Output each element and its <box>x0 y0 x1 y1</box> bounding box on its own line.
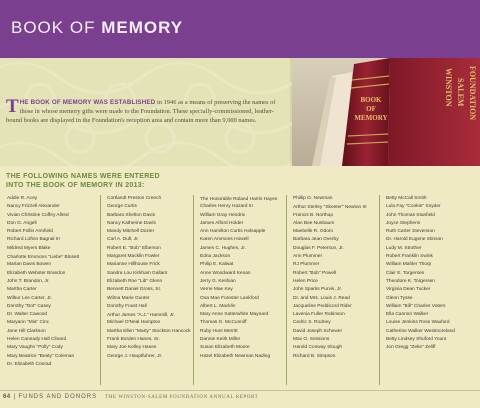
list-item: Maebelle R. Odom <box>293 229 333 235</box>
list-item: Dorothy "Dot" Casey <box>7 303 51 309</box>
list-item: Verne Mae Key <box>200 287 233 293</box>
list-item: Thomas G. McCunniff <box>200 320 247 326</box>
list-item: Robert Franklin Swink <box>386 254 433 260</box>
list-item: Susan Elizabeth Moore <box>200 345 250 351</box>
list-item: Nancy Frizzell Alexander <box>7 204 60 210</box>
names-column <box>100 195 193 385</box>
list-item: Catherine Walker Westmoreland <box>386 328 456 334</box>
book-cover <box>388 58 480 166</box>
list-item: Dorothy Foust Hall <box>107 303 147 309</box>
list-item: Barbara Shelton Davis <box>107 212 155 218</box>
footer-separator: | <box>13 394 16 400</box>
list-item: Dr. Walter Cawood <box>7 312 48 318</box>
list-item: Richard B. Simpson <box>293 353 336 359</box>
list-item: Marianne Hillhouse Frick <box>107 262 160 268</box>
list-item: Helen Cannady Hall Clinard <box>7 337 67 343</box>
list-item: Lavenia Fuller Robinson <box>293 312 345 318</box>
title-word-2: MEMORY <box>101 18 184 37</box>
list-item: Jon Gregg "Zeke" Zeliff <box>386 345 436 351</box>
list-item: Cortlandt Preston Creech <box>107 196 162 201</box>
list-item: Mary Beatrice "Beaty" Coleman <box>7 353 75 359</box>
list-item: Martha Carter <box>7 287 37 293</box>
list-item: Addie R. Acey <box>7 196 38 201</box>
spine-line-2: OF <box>366 105 376 113</box>
intro-paragraph <box>6 98 286 126</box>
list-item: Maryann "Mia" Cinc <box>7 320 50 326</box>
side-text-1: WINSTON <box>444 68 453 107</box>
spine-line-3: MEMORY <box>354 114 388 122</box>
intro-lead: HE BOOK OF MEMORY WAS ESTABLISHED <box>19 99 156 106</box>
list-item: David Joseph Schewer <box>293 328 343 334</box>
list-item: Ruby Hunt Merritt <box>200 328 238 334</box>
list-item: Robert Follin Armfield <box>7 229 53 235</box>
list-item: Mary Vaughn "Polly" Cody <box>7 345 63 351</box>
list-item: Wilma Marie Gunter <box>107 295 150 301</box>
list-item: Joyce Stephens <box>386 220 421 226</box>
intro-body: in 1946 as a means of preserving the names of those in whose memory gifts were made to the Foundation. These specially-commissioned, leather-bound books are displayed in the Foundation's reception area and contain more than 9,000 names. <box>6 99 276 125</box>
list-item: Elizabeth Roe "Lib" Glenn <box>107 278 163 284</box>
list-item: Wilbur Lee Carter, Jr. <box>7 295 53 301</box>
list-item: Charles Henry Hazard III <box>200 204 253 210</box>
list-item: William "Bill" Charles Voters <box>386 303 446 309</box>
list-item: Dannie Keith Miller <box>200 337 241 343</box>
list-item: Marian Davis Bowen <box>7 262 51 268</box>
list-item: Max O. Sessions <box>293 337 330 343</box>
footer-report: THE WINSTON-SALEM FOUNDATION ANNUAL REPORT <box>105 395 259 400</box>
list-item: Harold Conway Slough <box>293 345 343 351</box>
intro-dropcap: T <box>6 96 19 117</box>
list-item: James Alford Holder <box>200 220 244 226</box>
list-item: Arthur Sterley "Skeeter" Newton III <box>293 204 367 210</box>
page-number: 64 <box>3 394 11 400</box>
list-item: Philip E. Kalwat <box>200 262 234 268</box>
list-item: Robert "Bob" Powell <box>293 270 337 276</box>
list-item: Dr. Elizabeth Conrad <box>7 361 52 367</box>
side-text-3: FOUNDATION <box>468 66 477 121</box>
list-item: Jerry G. Keshian <box>200 278 236 284</box>
list-item: Helen Price <box>293 278 318 284</box>
list-item: Mandy Mitchell Dozier <box>107 229 155 235</box>
names-columns <box>7 195 473 385</box>
list-item: Louise Jenkins Rose Wauford <box>386 320 450 326</box>
list-item: Don G. Angell <box>7 220 37 226</box>
page-header <box>0 0 480 58</box>
list-item: Anne Woodward Kenan <box>200 270 251 276</box>
list-item: Karen Ammons Howell <box>200 237 249 243</box>
list-item: Elizabeth Webster Brandon <box>7 270 66 276</box>
list-item: Mildred Myers Blake <box>7 245 51 251</box>
list-item: John Sparks Purvis, Jr. <box>293 287 343 293</box>
list-item: Ludy M. Strother <box>386 245 422 251</box>
list-item: RJ Plummer <box>293 262 320 268</box>
names-heading <box>6 172 160 190</box>
list-item: Frank Borden Hanes, Sr. <box>107 337 160 343</box>
list-item: Ella Cannon Walker <box>386 312 429 318</box>
list-item: Edna Jackson <box>200 254 231 260</box>
list-item: Betty Lindsey Shuford Yount <box>386 337 447 343</box>
list-item: Sandra Lou Kirkham Gallant <box>107 270 168 276</box>
list-item: Michael O'Neal Hampton <box>107 320 161 326</box>
list-item: Glenn Tysse <box>386 295 413 301</box>
book-photo <box>292 58 480 166</box>
list-item: Robert E. "Bob" Elberson <box>107 245 161 251</box>
list-item: Mary Joe Kelley Hanes <box>107 345 157 351</box>
list-item: James C. Hughes, Jr. <box>200 245 246 251</box>
list-item: Theodore K. Torgersen <box>386 278 435 284</box>
page-footer <box>0 388 480 408</box>
list-item: Ruth Carter Stevenson <box>386 229 435 235</box>
list-item: George Curtis <box>107 204 137 210</box>
list-item: Carl A. Dull, Jr. <box>107 237 139 243</box>
list-item: Bennett Daniel Gross, Sr. <box>107 287 162 293</box>
names-heading-line-1: THE FOLLOWING NAMES WERE ENTERED <box>6 173 160 180</box>
footer-text <box>3 394 258 400</box>
side-text-2: SALEM <box>456 78 465 107</box>
names-column <box>379 195 472 385</box>
list-item: Mary Anne Satterwhite Maynard <box>200 312 269 318</box>
list-item: Dr. Harold Eugene Stinson <box>386 237 443 243</box>
list-item: Barbara Jean Overby <box>293 237 339 243</box>
list-item: Francis B. Northup <box>293 212 333 218</box>
list-item: John T. Brandon, Jr. <box>7 278 50 284</box>
list-item: Nancy Katherine Davis <box>107 220 156 226</box>
list-item: Cedric S. Rodney <box>293 320 331 326</box>
list-item: Virginia Dean Tucker <box>386 287 431 293</box>
list-item: Vivian Christine Coffey Allred <box>7 212 69 218</box>
page-title <box>11 18 183 38</box>
names-column <box>286 195 379 385</box>
names-column <box>193 195 286 385</box>
names-column <box>7 195 100 385</box>
list-item: Richard Lofton Bagnal III <box>7 237 60 243</box>
list-item: Margaret Macklin Fowler <box>107 254 160 260</box>
footer-section: FUNDS AND DONORS <box>18 394 98 400</box>
hero-band <box>0 58 480 166</box>
list-item: Hazel Elizabeth Newman Nading <box>200 353 271 359</box>
list-item: Jane Hill Clarkson <box>7 328 46 334</box>
list-item: Albert L. Macklin <box>200 303 236 309</box>
list-item: Douglas F. Peterson, Jr. <box>293 245 344 251</box>
list-item: Phillip O. Newman <box>293 196 333 201</box>
list-item: George J. Hauptfuhrer, Jr. <box>107 353 163 359</box>
names-heading-line-2: INTO THE BOOK OF MEMORY IN 2013: <box>6 182 145 189</box>
list-item: Arthur James "A.J." Hammill, Jr. <box>107 312 175 318</box>
list-item: Alan Bee Nusbaum <box>293 220 335 226</box>
list-item: Martha Ellen "Marty" Stockton Hancock <box>107 329 191 335</box>
list-item: Lula Fay "Cookie" Snyder <box>386 204 441 210</box>
list-item: William Mahler Thorp <box>386 262 432 268</box>
list-item: Ann Plummer <box>293 254 323 260</box>
footer-rule <box>0 390 480 391</box>
list-item: Charlotte Emmons "Liebe" Blosett <box>7 254 80 260</box>
list-item: John Thomas Stanfield <box>386 212 435 218</box>
list-item: Clair E. Torgersen <box>386 270 425 276</box>
title-word-1: BOOK OF <box>11 18 96 37</box>
list-item: The Honorable Roland Harris Hayes <box>200 196 278 202</box>
list-item: William Gray Hendrix <box>200 212 246 218</box>
list-item: Ann Hamilton Curtis Holsapple <box>200 229 266 235</box>
list-item: Jacqueline Peddicord Rider <box>293 303 352 309</box>
list-item: Dr. and Mrs. Louis J. Read <box>293 295 350 301</box>
list-item: Betty McCall Smith <box>386 196 427 201</box>
list-item: Ona Mae Forester Lankford <box>200 295 259 301</box>
spine-line-1: BOOK <box>360 96 382 104</box>
